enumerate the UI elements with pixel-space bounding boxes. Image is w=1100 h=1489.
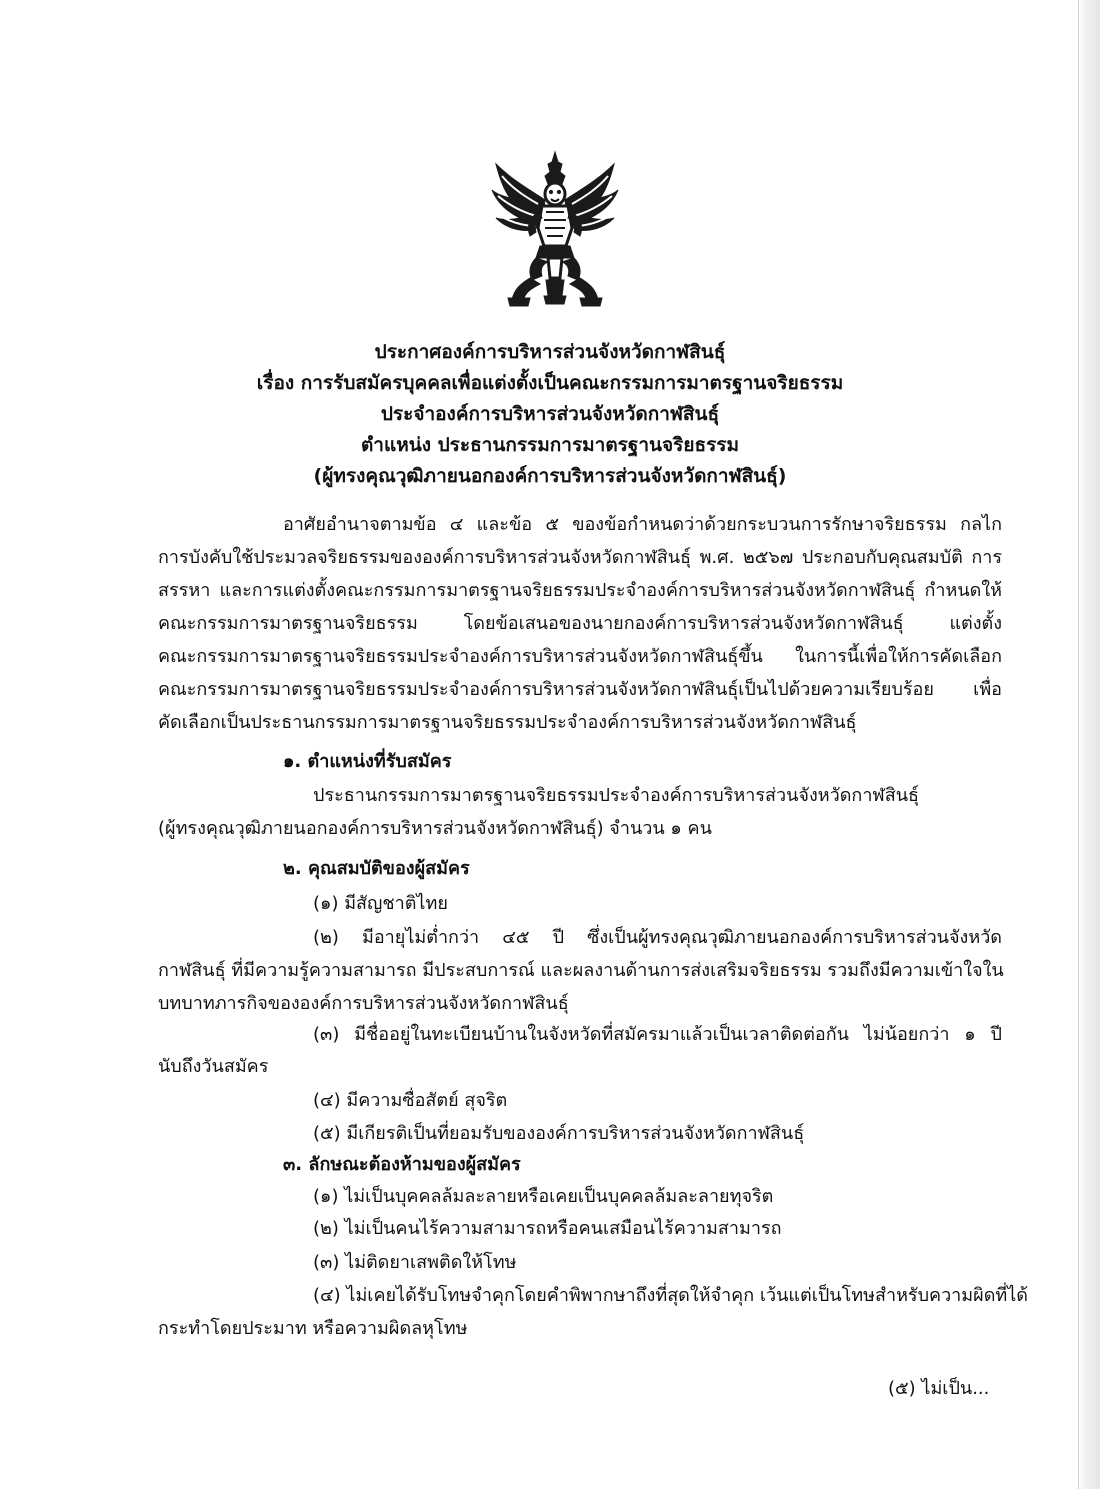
section-3-item-3: (๓) ไม่ติดยาเสพติดให้โทษ: [313, 1252, 517, 1273]
title-line-3: ประจำองค์การบริหารส่วนจังหวัดกาฬสินธุ์: [380, 403, 720, 425]
section-2-item-4: (๔) มีความซื่อสัตย์ สุจริต: [313, 1090, 508, 1111]
intro-line-2: การบังคับใช้ประมวลจริยธรรมขององค์การบริหารส่วนจังหวัดกาฬสินธุ์ พ.ศ. ๒๕๖๗ ประกอบกับคุณสมบัติ การ: [158, 547, 1002, 568]
section-3-item-1: (๑) ไม่เป็นบุคคลล้มละลายหรือเคยเป็นบุคคลล้มละลายทุจริต: [313, 1186, 774, 1207]
section-2-item-3-line-1: (๓) มีชื่ออยู่ในทะเบียนบ้านในจังหวัดที่สมัครมาแล้วเป็นเวลาติดต่อกัน ไม่น้อยกว่า ๑ ปี: [313, 1024, 1002, 1045]
section-2-item-2-line-3: บทบาทภารกิจขององค์การบริหารส่วนจังหวัดกาฬสินธุ์: [158, 993, 569, 1014]
section-2-item-2-line-2: กาฬสินธุ์ ที่มีความรู้ความสามารถ มีประสบการณ์ และผลงานด้านการส่งเสริมจริยธรรม รวมถึงมีความเข้าใจใน: [158, 960, 1004, 981]
section-3-item-4-line-1: (๔) ไม่เคยได้รับโทษจำคุกโดยคำพิพากษาถึงที่สุดให้จำคุก เว้นแต่เป็นโทษสำหรับความผิดที่ได้: [313, 1285, 1028, 1306]
section-3-heading: ๓. ลักษณะต้องห้ามของผู้สมัคร: [283, 1154, 521, 1175]
intro-line-1: อาศัยอำนาจตามข้อ ๔ และข้อ ๕ ของข้อกำหนดว่าด้วยกระบวนการรักษาจริยธรรม กลไก: [283, 514, 1002, 535]
section-2-item-3-line-2: นับถึงวันสมัคร: [158, 1056, 269, 1077]
section-2-item-2-line-1: (๒) มีอายุไม่ต่ำกว่า ๔๕ ปี ซึ่งเป็นผู้ทรงคุณวุฒิภายนอกองค์การบริหารส่วนจังหวัด: [313, 927, 1002, 948]
title-line-4: ตำแหน่ง ประธานกรรมการมาตรฐานจริยธรรม: [360, 434, 740, 456]
intro-line-3: สรรหา และการแต่งตั้งคณะกรรมการมาตรฐานจริยธรรมประจำองค์การบริหารส่วนจังหวัดกาฬสินธุ์ กำหนดให้: [158, 580, 1002, 601]
section-3-item-2: (๒) ไม่เป็นคนไร้ความสามารถหรือคนเสมือนไร้ความสามารถ: [313, 1218, 782, 1239]
section-1-line-1: ประธานกรรมการมาตรฐานจริยธรรมประจำองค์การบริหารส่วนจังหวัดกาฬสินธุ์: [313, 785, 920, 806]
section-1-heading: ๑. ตำแหน่งที่รับสมัคร: [283, 751, 452, 772]
intro-line-6: คณะกรรมการมาตรฐานจริยธรรมประจำองค์การบริหารส่วนจังหวัดกาฬสินธุ์เป็นไปด้วยความเรียบร้อย เพื่อ: [158, 679, 1002, 700]
section-2-heading: ๒. คุณสมบัติของผู้สมัคร: [283, 858, 470, 879]
section-3-item-4-line-2: กระทำโดยประมาท หรือความผิดลหุโทษ: [158, 1318, 468, 1339]
title-line-2: เรื่อง การรับสมัครบุคคลเพื่อแต่งตั้งเป็นคณะกรรมการมาตรฐานจริยธรรม: [256, 372, 844, 394]
intro-line-7: คัดเลือกเป็นประธานกรรมการมาตรฐานจริยธรรมประจำองค์การบริหารส่วนจังหวัดกาฬสินธุ์: [158, 712, 857, 733]
announcement-title: [150, 337, 950, 492]
intro-line-5: คณะกรรมการมาตรฐานจริยธรรมประจำองค์การบริหารส่วนจังหวัดกาฬสินธุ์ขึ้น ในการนี้เพื่อให้การคัดเลือก: [158, 646, 1002, 667]
page-edge-shadow: [1078, 0, 1100, 1489]
section-2-item-1: (๑) มีสัญชาติไทย: [313, 893, 448, 914]
title-line-5: (ผู้ทรงคุณวุฒิภายนอกองค์การบริหารส่วนจังหวัดกาฬสินธุ์): [313, 465, 787, 487]
title-line-1: ประกาศองค์การบริหารส่วนจังหวัดกาฬสินธุ์: [374, 341, 726, 363]
section-1-line-2: (ผู้ทรงคุณวุฒิภายนอกองค์การบริหารส่วนจังหวัดกาฬสินธุ์) จำนวน ๑ คน: [158, 818, 712, 839]
page-continuation: (๕) ไม่เป็น...: [888, 1378, 990, 1399]
intro-line-4: คณะกรรมการมาตรฐานจริยธรรม โดยข้อเสนอของนายกองค์การบริหารส่วนจังหวัดกาฬสินธุ์ แต่งตั้ง: [158, 613, 1002, 634]
section-2-item-5: (๕) มีเกียรติเป็นที่ยอมรับขององค์การบริหารส่วนจังหวัดกาฬสินธุ์: [313, 1123, 805, 1144]
page-edge-line: [1078, 0, 1079, 1489]
garuda-emblem-icon: [490, 150, 620, 308]
